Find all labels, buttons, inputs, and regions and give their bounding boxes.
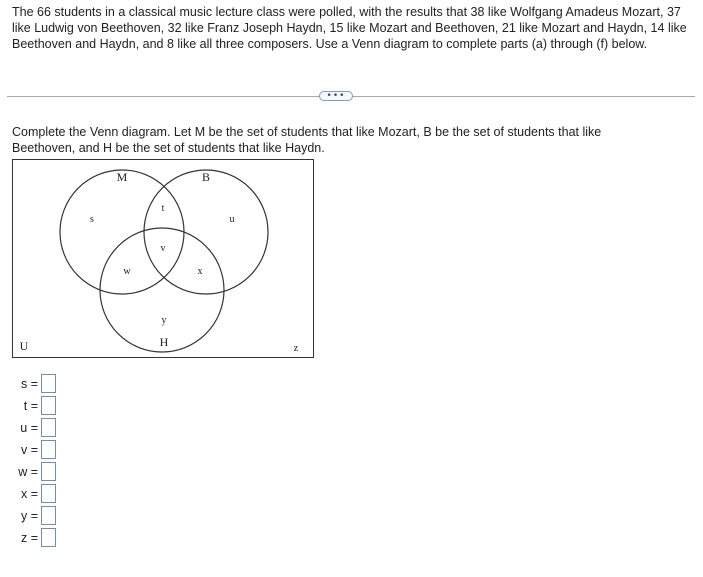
- answer-row-v: [14, 439, 74, 461]
- answer-input-w[interactable]: [41, 462, 56, 481]
- circle-b: [144, 170, 268, 294]
- answer-row-x: [14, 483, 74, 505]
- answer-row-u: [14, 417, 74, 439]
- problem-statement: The 66 students in a classical music lecture class were polled, with the results that 38 like Wolfgang Amadeus Mozart, 37 like Ludwig von Beethoven, 32 like Franz Joseph Haydn, 15 like Mozart and Beethoven, 21 like Mozart and Haydn, 14 like Beethoven and Haydn, and 8 like all three composers. Use a Venn diagram to complete parts (a) through (f) below.: [12, 5, 687, 51]
- answer-label-w: w =: [18, 465, 38, 479]
- answer-row-w: [14, 461, 74, 483]
- region-label-v: v: [160, 243, 166, 254]
- region-label-w: w: [123, 266, 131, 277]
- answer-label-s: s =: [20, 377, 38, 391]
- answer-input-y[interactable]: [41, 506, 56, 525]
- answer-label-z: z =: [20, 531, 38, 545]
- answer-label-y: y =: [20, 509, 38, 523]
- answer-input-s[interactable]: [41, 374, 56, 393]
- region-label-s: s: [90, 214, 94, 225]
- set-label-m: M: [116, 170, 128, 184]
- set-label-b: B: [201, 170, 211, 184]
- set-label-h: H: [159, 335, 169, 349]
- region-label-z: z: [293, 343, 299, 354]
- answer-label-x: x =: [20, 487, 38, 501]
- venn-diagram: [12, 159, 314, 359]
- answer-label-u: u =: [20, 421, 38, 435]
- expand-more-button[interactable]: •••: [319, 91, 353, 101]
- answer-row-y: [14, 505, 74, 527]
- answer-input-v[interactable]: [41, 440, 56, 459]
- answer-row-s: [14, 373, 74, 395]
- answer-input-u[interactable]: [41, 418, 56, 437]
- answer-label-v: v =: [20, 443, 38, 457]
- region-label-u: u: [229, 214, 235, 225]
- answer-row-z: [14, 527, 74, 549]
- venn-instructions: Complete the Venn diagram. Let M be the set of students that like Mozart, B be the set of students that like Beethoven, and H be the set of students that like Haydn.: [12, 125, 602, 155]
- answer-input-t[interactable]: [41, 396, 56, 415]
- universal-set-rectangle: [13, 160, 314, 358]
- region-label-y: y: [161, 315, 167, 326]
- set-label-u: U: [19, 339, 29, 353]
- region-label-x: x: [197, 266, 203, 277]
- answer-label-t: t =: [23, 399, 38, 413]
- answer-input-z[interactable]: [41, 528, 56, 547]
- circle-m: [60, 170, 184, 294]
- answer-input-x[interactable]: [41, 484, 56, 503]
- region-label-t: t: [161, 203, 165, 214]
- answer-row-t: [14, 395, 74, 417]
